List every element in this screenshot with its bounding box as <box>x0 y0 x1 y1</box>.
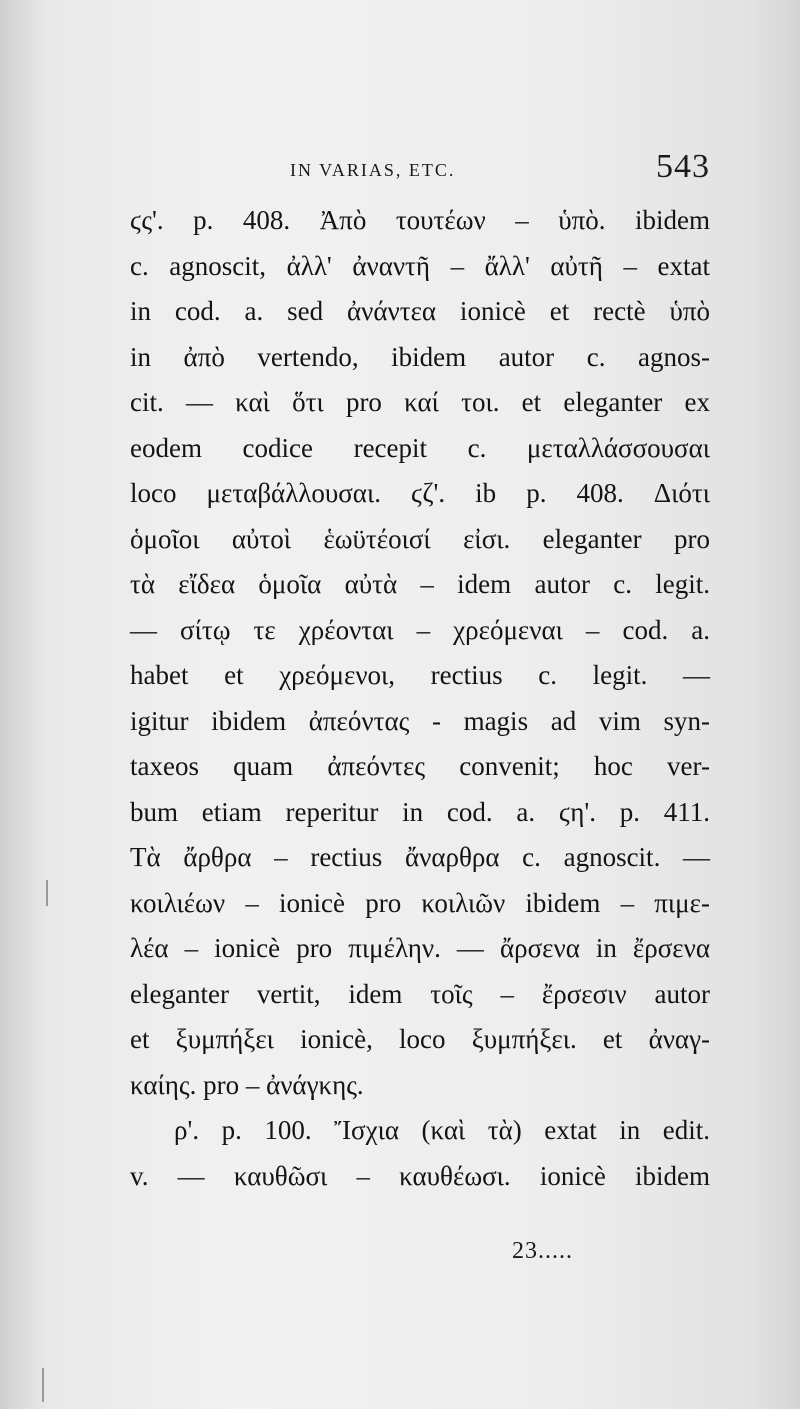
text-line: loco μεταβάλλουσαι. ϛζ'. ib p. 408. Διότι <box>130 478 710 508</box>
text-line: bum etiam reperitur in cod. a. ϛη'. p. 411. <box>130 796 710 827</box>
text-line: λέα – ionicè pro πιμέλην. — ἄρσενα in ἔρσενα <box>130 933 710 963</box>
text-line: Τὰ ἄρθρα – rectius ἄναρθρα c. agnoscit. — <box>130 842 710 872</box>
page-number: 543 <box>656 148 710 185</box>
text-line: ὁμοῖοι αὐτοὶ ἑωϋτέοισί εἰσι. eleganter pro <box>130 523 710 554</box>
body-text <box>130 198 710 1199</box>
text-line: eodem codice recepit c. μεταλλάσσουσαι <box>130 432 710 463</box>
text-line: κοιλιέων – ionicè pro κοιλιῶν ibidem – πιμε- <box>130 887 710 918</box>
text-line: et ξυμπήξει ionicè, loco ξυμπήξει. et ἀναγ- <box>130 1024 710 1054</box>
text-line: καίης. pro – ἀνάγκης. <box>130 1069 364 1100</box>
text-line: v. — καυθῶσι – καυθέωσι. ionicè ibidem <box>130 1160 710 1191</box>
page-edge-mark <box>42 1368 44 1402</box>
text-line: ρ'. p. 100. Ἴσχια (καὶ τὰ) extat in edit. <box>174 1115 710 1145</box>
catchword: 23..... <box>512 1238 573 1264</box>
text-line: in ἀπὸ vertendo, ibidem autor c. agnos- <box>130 341 710 372</box>
text-line: τὰ εἴδεα ὁμοῖα αὐτὰ – idem autor c. legit. <box>130 569 710 599</box>
text-line: ϛς'. p. 408. Ἀπὸ τουτέων – ὑπὸ. ibidem <box>130 205 710 235</box>
page-edge-mark <box>46 880 48 906</box>
text-line: eleganter vertit, idem τοῖς – ἔρσεσιν autor <box>130 978 710 1009</box>
running-head: IN VARIAS, ETC. <box>290 160 456 180</box>
text-line: igitur ibidem ἀπεόντας - magis ad vim syn- <box>130 705 710 736</box>
text-line: cit. — καὶ ὅτι pro καί τοι. et eleganter ex <box>130 387 710 417</box>
text-line: habet et χρεόμενοι, rectius c. legit. — <box>130 660 710 690</box>
text-line: taxeos quam ἀπεόντες convenit; hoc ver- <box>130 751 710 781</box>
page-header <box>290 148 710 188</box>
text-line: — σίτῳ τε χρέονται – χρεόμεναι – cod. a. <box>130 614 710 645</box>
text-line: in cod. a. sed ἀνάντεα ionicè et rectè ὑπὸ <box>130 296 710 326</box>
text-line: c. agnoscit, ἀλλ' ἀναντῆ – ἄλλ' αὐτῆ – extat <box>130 250 710 281</box>
